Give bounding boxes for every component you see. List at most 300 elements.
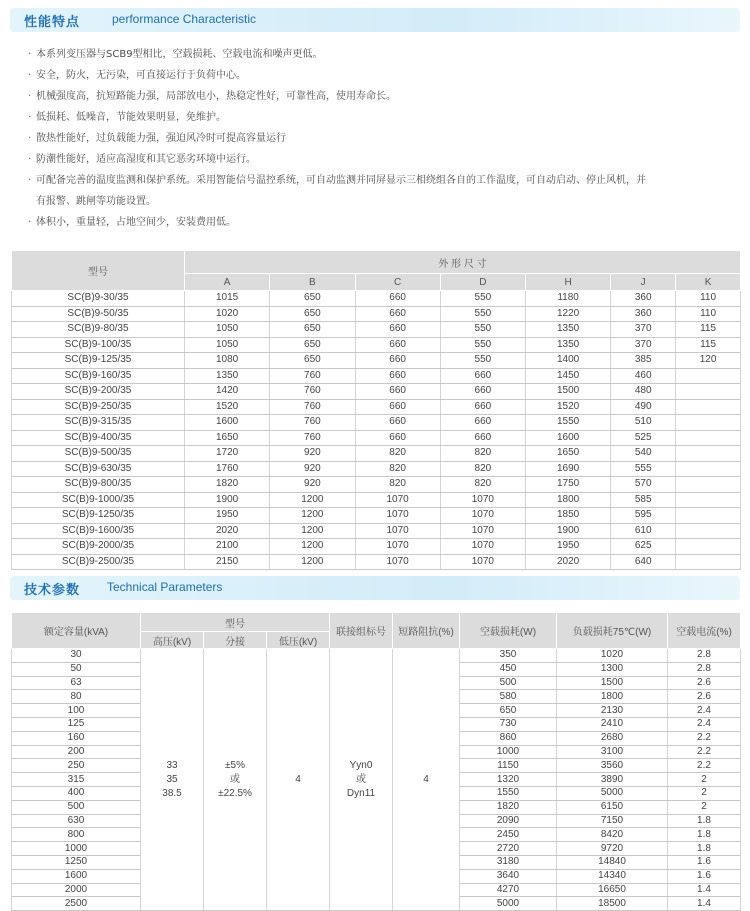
- table-row: [12, 337, 741, 353]
- vector-cell: [330, 649, 393, 911]
- dimension-cell: 660: [355, 399, 440, 415]
- feature-list: [28, 44, 740, 233]
- capacity-cell: 50: [12, 662, 141, 676]
- dimension-cell: 660: [440, 368, 525, 384]
- dimension-cell: 2150: [185, 554, 270, 570]
- tap-cell-line: ±5%: [225, 759, 245, 771]
- technical-title-cn: 技术参数: [24, 583, 81, 598]
- dimension-cell: [676, 539, 741, 555]
- parameter-table: [11, 612, 741, 911]
- dimension-cell: 595: [611, 508, 676, 524]
- noload-loss-cell: 350: [460, 649, 557, 663]
- dimension-cell: 1550: [526, 415, 611, 431]
- model-cell: SC(B)9-400/35: [12, 430, 185, 446]
- capacity-cell: 100: [12, 704, 141, 718]
- model-cell: SC(B)9-160/35: [12, 368, 185, 384]
- capacity-cell: 1600: [12, 869, 141, 883]
- dimension-cell: 115: [676, 322, 741, 338]
- dim-header-h: H: [526, 274, 611, 291]
- table-row: [12, 399, 741, 415]
- dimension-cell: 660: [440, 384, 525, 400]
- noload-current-cell: 2.2: [668, 759, 741, 773]
- hv-cell: [141, 649, 204, 911]
- tap-cell-line: ±22.5%: [218, 787, 252, 799]
- load-loss-cell: 14840: [557, 855, 668, 869]
- param-header-vector: 联接组标号: [330, 613, 393, 649]
- table-row: [12, 539, 741, 555]
- model-cell: SC(B)9-50/35: [12, 306, 185, 322]
- model-cell: SC(B)9-2500/35: [12, 554, 185, 570]
- dim-header-j: J: [611, 274, 676, 291]
- load-loss-cell: 16650: [557, 883, 668, 897]
- noload-loss-cell: 450: [460, 662, 557, 676]
- dimension-cell: 625: [611, 539, 676, 555]
- vector-cell-line: 或: [356, 773, 366, 785]
- dimension-cell: 1070: [440, 492, 525, 508]
- table-row: [12, 415, 741, 431]
- dimension-cell: 1070: [440, 523, 525, 539]
- noload-loss-cell: 4270: [460, 883, 557, 897]
- noload-current-cell: 2: [668, 800, 741, 814]
- dimension-cell: 1820: [185, 477, 270, 493]
- feature-text: 本系列变压器与SCB9型相比，空载损耗、空载电流和噪声更低。: [36, 49, 323, 60]
- noload-current-cell: 1.4: [668, 883, 741, 897]
- noload-current-cell: 2: [668, 773, 741, 787]
- noload-loss-cell: 650: [460, 704, 557, 718]
- dimension-cell: 2100: [185, 539, 270, 555]
- noload-loss-cell: 860: [460, 731, 557, 745]
- dimension-cell: 1070: [355, 539, 440, 555]
- dimension-cell: [676, 492, 741, 508]
- model-cell: SC(B)9-1000/35: [12, 492, 185, 508]
- feature-text: 有报警、跳闸等功能设置。: [36, 196, 156, 207]
- load-loss-cell: 3100: [557, 745, 668, 759]
- model-cell: SC(B)9-500/35: [12, 446, 185, 462]
- noload-loss-cell: 3640: [460, 869, 557, 883]
- param-header-load-loss: 负载损耗75℃(W): [557, 613, 668, 649]
- bullet-dot: ·: [28, 70, 32, 81]
- load-loss-cell: 1800: [557, 690, 668, 704]
- noload-loss-cell: 1150: [460, 759, 557, 773]
- dimension-cell: 555: [611, 461, 676, 477]
- performance-title-en: performance Characteristic: [112, 12, 257, 26]
- dimension-cell: 110: [676, 306, 741, 322]
- table-row: [12, 430, 741, 446]
- feature-text: 防潮性能好，适应高湿度和其它恶劣环境中运行。: [36, 154, 256, 165]
- capacity-cell: 315: [12, 773, 141, 787]
- dimension-cell: 1400: [526, 353, 611, 369]
- dimension-cell: 550: [440, 291, 525, 307]
- table-row: [12, 306, 741, 322]
- noload-current-cell: 1.8: [668, 828, 741, 842]
- vector-cell-line: Yyn0: [349, 759, 373, 771]
- noload-current-cell: 1.4: [668, 897, 741, 911]
- dimension-cell: 650: [270, 353, 355, 369]
- model-cell: SC(B)9-30/35: [12, 291, 185, 307]
- noload-loss-cell: 5000: [460, 897, 557, 911]
- table-row: [12, 446, 741, 462]
- performance-section-header: [10, 8, 740, 32]
- table-row: [12, 523, 741, 539]
- noload-loss-cell: 2090: [460, 814, 557, 828]
- dimension-cell: 110: [676, 291, 741, 307]
- dimension-cell: 2020: [526, 554, 611, 570]
- capacity-cell: 800: [12, 828, 141, 842]
- noload-current-cell: 2.2: [668, 745, 741, 759]
- table-row: [12, 291, 741, 307]
- noload-loss-cell: 2720: [460, 842, 557, 856]
- dimension-cell: 1200: [270, 539, 355, 555]
- param-header-lv: 低压(kV): [267, 632, 330, 649]
- dim-header-k: K: [676, 274, 741, 291]
- dimension-cell: 920: [270, 477, 355, 493]
- capacity-cell: 63: [12, 676, 141, 690]
- param-header-noload-current: 空载电流(%): [668, 613, 741, 649]
- noload-current-cell: 2.4: [668, 704, 741, 718]
- noload-current-cell: 2.6: [668, 676, 741, 690]
- dimension-cell: 820: [355, 461, 440, 477]
- table-row: [12, 554, 741, 570]
- noload-loss-cell: 3180: [460, 855, 557, 869]
- noload-current-cell: 1.8: [668, 842, 741, 856]
- dimension-cell: 115: [676, 337, 741, 353]
- noload-current-cell: 2.8: [668, 662, 741, 676]
- dimension-cell: 1070: [355, 508, 440, 524]
- noload-loss-cell: 2450: [460, 828, 557, 842]
- hv-cell-line: 35: [166, 773, 178, 785]
- model-cell: SC(B)9-2000/35: [12, 539, 185, 555]
- load-loss-cell: 2130: [557, 704, 668, 718]
- load-loss-cell: 5000: [557, 786, 668, 800]
- dimension-cell: 1070: [355, 492, 440, 508]
- dimension-cell: 610: [611, 523, 676, 539]
- dimension-cell: 1950: [526, 539, 611, 555]
- model-cell: SC(B)9-630/35: [12, 461, 185, 477]
- dim-header-b: B: [270, 274, 355, 291]
- dimension-cell: 1070: [355, 523, 440, 539]
- noload-current-cell: 1.8: [668, 814, 741, 828]
- noload-current-cell: 2.2: [668, 731, 741, 745]
- dimension-cell: 660: [355, 430, 440, 446]
- performance-title-cn: 性能特点: [24, 15, 81, 30]
- dimension-cell: 760: [270, 368, 355, 384]
- dimension-cell: 1350: [526, 322, 611, 338]
- capacity-cell: 2000: [12, 883, 141, 897]
- dimension-cell: 660: [355, 384, 440, 400]
- dimension-cell: 650: [270, 306, 355, 322]
- param-header-tap: 分接: [204, 632, 267, 649]
- dimension-cell: 1200: [270, 523, 355, 539]
- dimension-cell: 660: [355, 415, 440, 431]
- feature-text: 低损耗、低噪音，节能效果明显，免维护。: [36, 112, 226, 123]
- dimension-cell: 550: [440, 337, 525, 353]
- table-row: [12, 322, 741, 338]
- dimension-cell: 660: [355, 291, 440, 307]
- table-row: [12, 353, 741, 369]
- dim-header-group: 外 形 尺 寸: [185, 251, 741, 274]
- capacity-cell: 160: [12, 731, 141, 745]
- lv-cell: 4: [267, 649, 330, 911]
- feature-item: [28, 107, 740, 128]
- dimension-cell: 760: [270, 384, 355, 400]
- table-row: [12, 384, 741, 400]
- capacity-cell: 630: [12, 814, 141, 828]
- dimension-cell: 1650: [526, 446, 611, 462]
- capacity-cell: 30: [12, 649, 141, 663]
- dimension-cell: 920: [270, 461, 355, 477]
- feature-text: 散热性能好，过负载能力强，强迫风冷时可提高容量运行: [36, 133, 286, 144]
- tap-cell-line: 或: [230, 773, 240, 785]
- dimension-cell: [676, 430, 741, 446]
- model-cell: SC(B)9-800/35: [12, 477, 185, 493]
- load-loss-cell: 2410: [557, 717, 668, 731]
- capacity-cell: 1250: [12, 855, 141, 869]
- param-header-capacity: 额定容量(kVA): [12, 613, 141, 649]
- dimension-cell: 820: [440, 446, 525, 462]
- feature-item: [28, 86, 740, 107]
- dimension-cell: 1350: [185, 368, 270, 384]
- capacity-cell: 80: [12, 690, 141, 704]
- dimension-cell: 570: [611, 477, 676, 493]
- feature-text: 安全，防火，无污染，可直接运行于负荷中心。: [36, 70, 246, 81]
- dimension-cell: 650: [270, 322, 355, 338]
- dim-header-a: A: [185, 274, 270, 291]
- dimension-cell: 660: [355, 306, 440, 322]
- param-header-model: 型号: [141, 613, 330, 632]
- feature-text: 机械强度高，抗短路能力强，局部放电小，热稳定性好，可靠性高，使用寿命长。: [36, 91, 396, 102]
- model-cell: SC(B)9-200/35: [12, 384, 185, 400]
- bullet-dot: ·: [28, 217, 32, 228]
- dimension-cell: 480: [611, 384, 676, 400]
- table-row: [12, 492, 741, 508]
- bullet-dot: ·: [28, 154, 32, 165]
- dimension-cell: 460: [611, 368, 676, 384]
- feature-item: [28, 212, 740, 233]
- feature-text: 可配备完善的温度监测和保护系统。采用智能信号温控系统，可自动监测并同屏显示三相绕组各自的工作温度，可自动启动、停止风机，并: [36, 175, 646, 186]
- dimension-cell: 650: [270, 291, 355, 307]
- dimension-cell: 820: [355, 477, 440, 493]
- dimension-cell: [676, 415, 741, 431]
- hv-cell-line: 38.5: [162, 787, 182, 799]
- dimension-cell: 1420: [185, 384, 270, 400]
- dimension-cell: 370: [611, 322, 676, 338]
- dimension-cell: 1650: [185, 430, 270, 446]
- bullet-dot: ·: [28, 49, 32, 60]
- param-header-impedance: 短路阻抗(%): [393, 613, 460, 649]
- dimension-cell: 1350: [526, 337, 611, 353]
- dimension-cell: 1200: [270, 508, 355, 524]
- dimension-cell: 920: [270, 446, 355, 462]
- capacity-cell: 200: [12, 745, 141, 759]
- dimension-cell: 360: [611, 306, 676, 322]
- dimension-cell: 1200: [270, 554, 355, 570]
- dimension-cell: 1220: [526, 306, 611, 322]
- tap-cell: [204, 649, 267, 911]
- param-header-hv: 高压(kV): [141, 632, 204, 649]
- table-row: [12, 477, 741, 493]
- dimension-cell: [676, 508, 741, 524]
- noload-current-cell: 2.6: [668, 690, 741, 704]
- model-cell: SC(B)9-1250/35: [12, 508, 185, 524]
- noload-loss-cell: 500: [460, 676, 557, 690]
- bullet-dot: ·: [28, 175, 32, 186]
- noload-current-cell: 2.8: [668, 649, 741, 663]
- dimension-cell: [676, 523, 741, 539]
- noload-loss-cell: 580: [460, 690, 557, 704]
- load-loss-cell: 8420: [557, 828, 668, 842]
- dimension-cell: 120: [676, 353, 741, 369]
- dimension-cell: 660: [440, 415, 525, 431]
- dimension-cell: 490: [611, 399, 676, 415]
- dimension-cell: 385: [611, 353, 676, 369]
- dimension-cell: 550: [440, 306, 525, 322]
- noload-current-cell: 1.6: [668, 869, 741, 883]
- dimension-cell: 510: [611, 415, 676, 431]
- load-loss-cell: 9720: [557, 842, 668, 856]
- bullet-dot: ·: [28, 133, 32, 144]
- dimension-cell: 1950: [185, 508, 270, 524]
- model-cell: SC(B)9-100/35: [12, 337, 185, 353]
- dimension-cell: 1200: [270, 492, 355, 508]
- load-loss-cell: 1020: [557, 649, 668, 663]
- dimension-cell: 1080: [185, 353, 270, 369]
- dimension-cell: 550: [440, 322, 525, 338]
- feature-item: [28, 170, 740, 191]
- table-row: [12, 368, 741, 384]
- capacity-cell: 250: [12, 759, 141, 773]
- noload-loss-cell: 730: [460, 717, 557, 731]
- dimension-cell: 360: [611, 291, 676, 307]
- dimension-cell: 660: [440, 430, 525, 446]
- dimension-cell: 1760: [185, 461, 270, 477]
- noload-current-cell: 2.4: [668, 717, 741, 731]
- dimension-cell: 1600: [185, 415, 270, 431]
- dimension-cell: 1070: [440, 554, 525, 570]
- dimension-cell: 820: [440, 461, 525, 477]
- load-loss-cell: 18500: [557, 897, 668, 911]
- feature-item: [28, 149, 740, 170]
- technical-title-en: Technical Parameters: [107, 580, 223, 594]
- dimension-cell: [676, 399, 741, 415]
- load-loss-cell: 1500: [557, 676, 668, 690]
- load-loss-cell: 2680: [557, 731, 668, 745]
- dimension-cell: 760: [270, 399, 355, 415]
- dimension-cell: 1070: [440, 508, 525, 524]
- feature-text: 体积小，重量轻，占地空间少，安装费用低。: [36, 217, 236, 228]
- dimension-cell: 1500: [526, 384, 611, 400]
- dimension-cell: 1015: [185, 291, 270, 307]
- dimension-cell: 650: [270, 337, 355, 353]
- dimension-cell: [676, 554, 741, 570]
- model-cell: SC(B)9-250/35: [12, 399, 185, 415]
- dimension-cell: 1690: [526, 461, 611, 477]
- capacity-cell: 500: [12, 800, 141, 814]
- noload-loss-cell: 1550: [460, 786, 557, 800]
- capacity-cell: 125: [12, 717, 141, 731]
- dimension-cell: 585: [611, 492, 676, 508]
- capacity-cell: 400: [12, 786, 141, 800]
- feature-item: [28, 65, 740, 86]
- dimension-cell: 760: [270, 415, 355, 431]
- dimension-cell: 1020: [185, 306, 270, 322]
- dimension-cell: 660: [440, 399, 525, 415]
- load-loss-cell: 14340: [557, 869, 668, 883]
- noload-loss-cell: 1000: [460, 745, 557, 759]
- dimension-cell: 1520: [526, 399, 611, 415]
- dimension-cell: 820: [440, 477, 525, 493]
- dimension-cell: 1070: [440, 539, 525, 555]
- dimension-cell: 760: [270, 430, 355, 446]
- dimension-cell: 660: [355, 337, 440, 353]
- dimension-cell: 640: [611, 554, 676, 570]
- dimension-cell: 540: [611, 446, 676, 462]
- dimension-cell: 1050: [185, 337, 270, 353]
- dimension-cell: 1720: [185, 446, 270, 462]
- load-loss-cell: 6150: [557, 800, 668, 814]
- dimension-cell: 1600: [526, 430, 611, 446]
- table-row: [12, 461, 741, 477]
- dimension-cell: 1070: [355, 554, 440, 570]
- dimension-cell: 820: [355, 446, 440, 462]
- model-cell: SC(B)9-80/35: [12, 322, 185, 338]
- model-cell: SC(B)9-1600/35: [12, 523, 185, 539]
- param-header-noload-loss: 空载损耗(W): [460, 613, 557, 649]
- capacity-cell: 1000: [12, 842, 141, 856]
- feature-item: [28, 128, 740, 149]
- dimension-cell: 1520: [185, 399, 270, 415]
- dimension-cell: 550: [440, 353, 525, 369]
- impedance-cell: 4: [393, 649, 460, 911]
- bullet-dot: ·: [28, 91, 32, 102]
- noload-loss-cell: 1320: [460, 773, 557, 787]
- load-loss-cell: 7150: [557, 814, 668, 828]
- feature-item: [28, 191, 740, 212]
- dimension-cell: 525: [611, 430, 676, 446]
- model-cell: SC(B)9-125/35: [12, 353, 185, 369]
- dimension-table: [11, 250, 741, 570]
- dimension-cell: 1050: [185, 322, 270, 338]
- dimension-cell: 1850: [526, 508, 611, 524]
- dimension-cell: 660: [355, 368, 440, 384]
- dimension-cell: 1180: [526, 291, 611, 307]
- technical-section-header: [10, 576, 740, 600]
- dimension-cell: 1450: [526, 368, 611, 384]
- noload-loss-cell: 1820: [460, 800, 557, 814]
- noload-current-cell: 2: [668, 786, 741, 800]
- dimension-cell: 1800: [526, 492, 611, 508]
- capacity-cell: 2500: [12, 897, 141, 911]
- dimension-cell: [676, 461, 741, 477]
- dimension-cell: [676, 384, 741, 400]
- dim-header-d: D: [440, 274, 525, 291]
- feature-item: [28, 44, 740, 65]
- dimension-cell: 660: [355, 353, 440, 369]
- dimension-cell: 370: [611, 337, 676, 353]
- dimension-cell: 1750: [526, 477, 611, 493]
- dimension-cell: [676, 477, 741, 493]
- hv-cell-line: 33: [166, 759, 178, 771]
- dimension-cell: [676, 368, 741, 384]
- table-row: [12, 649, 741, 663]
- dim-header-c: C: [355, 274, 440, 291]
- dim-header-model: 型号: [12, 251, 185, 291]
- noload-current-cell: 1.6: [668, 855, 741, 869]
- bullet-dot: ·: [28, 112, 32, 123]
- model-cell: SC(B)9-315/35: [12, 415, 185, 431]
- vector-cell-line: Dyn11: [346, 787, 376, 799]
- load-loss-cell: 3560: [557, 759, 668, 773]
- dimension-cell: 1900: [526, 523, 611, 539]
